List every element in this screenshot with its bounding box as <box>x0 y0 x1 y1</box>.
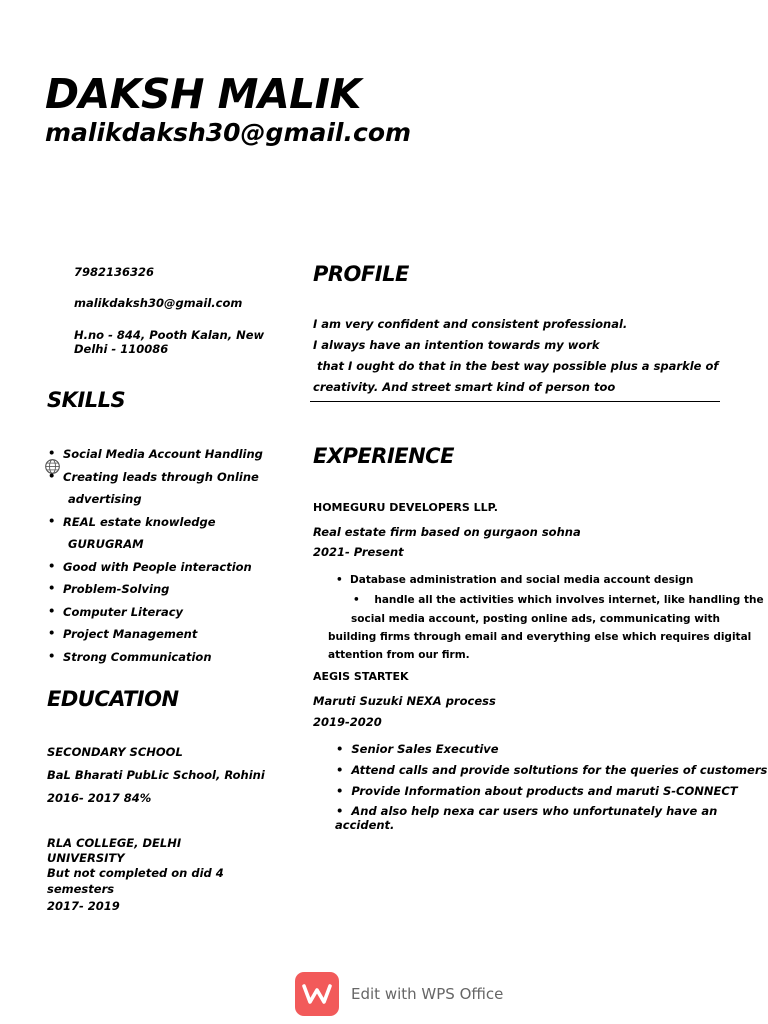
section-divider <box>310 401 720 402</box>
wps-edit-label[interactable]: Edit with WPS Office <box>351 985 504 1003</box>
skill-item: • Good with People interaction <box>48 558 252 574</box>
profile-line: I always have an intention towards my work <box>313 338 600 352</box>
skill-item: • Project Management <box>48 626 198 641</box>
job1-bullet-2-cont: building firms through email and everything else which requires digital <box>328 631 752 643</box>
profile-line: I am very confident and consistent professional. <box>313 317 628 331</box>
job2-period: 2019-2020 <box>313 715 382 729</box>
profile-text <box>313 314 718 398</box>
job2-bullet-cont: accident. <box>335 818 395 832</box>
job1-bullet-1: • Database administration and social media account design <box>336 574 694 586</box>
edu-school1-years: 2016- 2017 84% <box>47 791 152 805</box>
experience-heading: EXPERIENCE <box>313 444 454 468</box>
skills-list <box>47 446 292 671</box>
skill-item: • Social Media Account Handling <box>48 446 263 461</box>
skills-heading: SKILLS <box>47 388 126 412</box>
job2-company: AEGIS STARTEK <box>313 670 409 683</box>
job1-bullet-2-cont: attention from our firm. <box>328 649 470 661</box>
job1-bullet-2: • handle all the activities which involves internet, like handling the <box>353 594 764 606</box>
edu-school2-title: RLA COLLEGE, DELHI UNIVERSITY <box>47 836 182 865</box>
edu-school1-title: SECONDARY SCHOOL <box>47 745 183 759</box>
job2-bullet: • Senior Sales Executive <box>336 742 499 756</box>
contact-phone: 7982136326 <box>74 265 155 279</box>
contact-address <box>74 328 264 356</box>
address-line-1: H.no - 844, Pooth Kalan, New <box>74 328 265 342</box>
profile-line: creativity. And street smart kind of person too <box>313 380 616 394</box>
job2-description: Maruti Suzuki NEXA process <box>313 694 496 708</box>
contact-email: malikdaksh30@gmail.com <box>74 296 243 310</box>
profile-heading: PROFILE <box>313 262 409 286</box>
job2-bullet: • Attend calls and provide soltutions for the queries of customers <box>336 763 768 777</box>
job2-bullet: • Provide Information about products and maruti S-CONNECT <box>336 784 738 798</box>
skill-item: • Problem-Solving <box>48 581 170 596</box>
edu-school2-years: 2017- 2019 <box>47 899 120 913</box>
skill-item: • Computer Literacy <box>48 603 184 619</box>
job1-description: Real estate firm based on gurgaon sohna <box>313 525 581 539</box>
skill-item: • Strong Communication <box>48 648 212 664</box>
header-email: malikdaksh30@gmail.com <box>45 118 412 147</box>
candidate-name: DAKSH MALIK <box>45 70 361 118</box>
wps-logo-icon <box>295 972 339 1016</box>
job1-period: 2021- Present <box>313 545 404 559</box>
wps-edit-banner[interactable] <box>295 972 503 1016</box>
edu-school2-note: But not completed on did 4 semesters <box>47 866 224 896</box>
education-heading: EDUCATION <box>47 687 179 711</box>
profile-line: that I ought do that in the best way possible plus a sparkle of <box>313 359 719 373</box>
edu-school1-name: BaL Bharati PubLic School, Rohini <box>47 768 265 782</box>
job1-company: HOMEGURU DEVELOPERS LLP. <box>313 501 498 514</box>
skill-item: • Creating leads through Online advertising <box>48 468 259 506</box>
job1-bullet-2-cont: social media account, posting online ads, communicating with <box>351 613 721 625</box>
job2-bullet: • And also help nexa car users who unfortunately have an <box>336 804 718 818</box>
address-line-2: Delhi - 110086 <box>74 342 169 356</box>
skill-item: • REAL estate knowledge GURUGRAM <box>48 513 216 551</box>
